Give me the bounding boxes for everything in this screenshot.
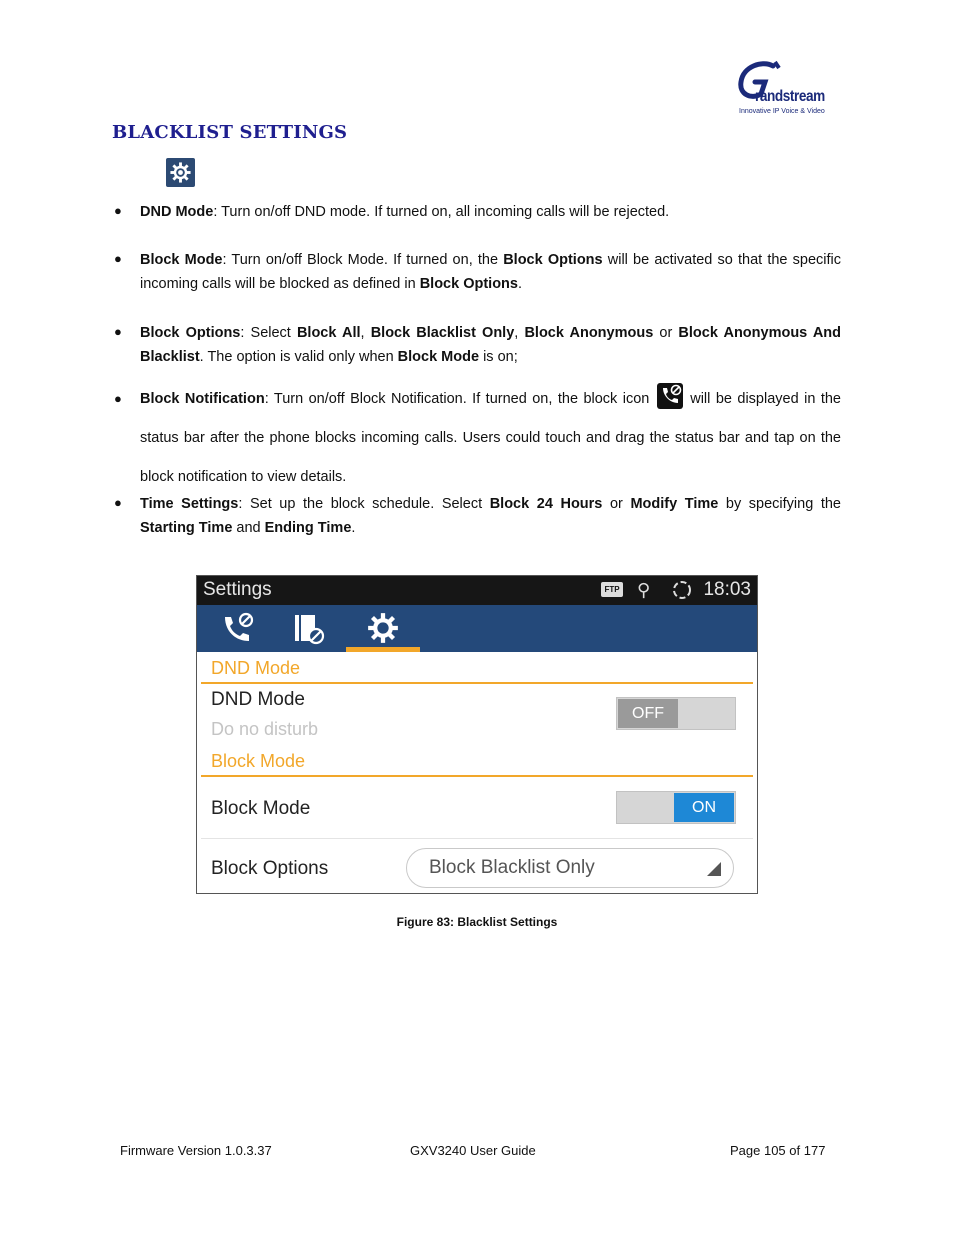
grandstream-logo [735, 60, 840, 120]
term-block-notification: Block Notification [140, 391, 265, 407]
footer-guide-title: GXV3240 User Guide [410, 1143, 536, 1158]
bold-text: Starting Time [140, 520, 233, 536]
bold-text: Ending Time [264, 520, 352, 536]
phone-block-icon [217, 609, 257, 649]
bullet-block-mode [140, 248, 841, 296]
text: and [232, 520, 265, 536]
block-toggle-on-label: ON [674, 793, 734, 822]
desc-dnd-mode: : Turn on/off DND mode. If turned on, all incoming calls will be rejected. [213, 204, 670, 220]
logo-brand: randstream [755, 88, 825, 105]
block-section-header: Block Mode [211, 751, 306, 771]
usb-icon: ⚲ [637, 580, 651, 600]
bold-text: Block All [296, 325, 361, 341]
section-divider [201, 775, 753, 777]
term-time-settings: Time Settings [140, 496, 239, 512]
text: . The option is valid only when [199, 349, 398, 365]
text: is on; [479, 349, 518, 365]
bold-text: Block Anonymous [524, 325, 654, 341]
logo-tagline: Innovative IP Voice & Video [739, 108, 825, 115]
text: , [514, 325, 525, 341]
bullet-marker: ● [114, 203, 122, 218]
footer-page-number: Page 105 of 177 [730, 1143, 826, 1158]
text: . [517, 276, 523, 292]
text: will be displayed in the status bar after the phone blocks incoming calls. Users could touch and drag the status bar and tap on the block notification to view details. [140, 391, 841, 485]
text: : Set up the block schedule. Select [238, 496, 490, 512]
bold-text: Block Mode [397, 349, 480, 365]
text: : Turn on/off Block Notification. If turned on, the block icon [264, 391, 655, 407]
block-mode-toggle[interactable] [616, 791, 736, 824]
bullet-block-notification [140, 380, 841, 485]
text: or [653, 325, 679, 341]
block-options-value: Block Blacklist Only [429, 857, 595, 878]
ftp-icon: FTP [601, 582, 623, 597]
status-bar [197, 576, 757, 605]
tab-blocked-contacts[interactable] [277, 605, 337, 652]
block-options-dropdown[interactable] [406, 848, 734, 888]
gear-icon [366, 611, 400, 645]
bullet-time-settings [140, 492, 841, 540]
term-block-mode: Block Mode [140, 252, 223, 268]
bullet-marker: ● [114, 251, 122, 266]
bold-text: Block Options [419, 276, 518, 292]
dnd-mode-title: DND Mode [211, 689, 305, 710]
term-block-options: Block Options [140, 325, 241, 341]
bullet-marker: ● [114, 495, 122, 510]
tab-settings[interactable] [346, 605, 420, 652]
bold-text: Block 24 Hours [489, 496, 603, 512]
tab-bar [197, 605, 757, 652]
bold-text: Block Anonymous And Blacklist [140, 325, 842, 365]
bullet-dnd-mode [140, 200, 841, 224]
active-tab-indicator [346, 647, 420, 652]
text: or [602, 496, 631, 512]
text: : Select [240, 325, 297, 341]
bullet-block-options [140, 321, 841, 369]
footer-firmware: Firmware Version 1.0.3.37 [120, 1143, 272, 1158]
bold-text: Modify Time [630, 496, 719, 512]
row-divider [201, 838, 753, 839]
block-options-title: Block Options [211, 858, 329, 879]
sync-icon [671, 579, 693, 601]
block-mode-title: Block Mode [211, 798, 311, 819]
text: : Turn on/off Block Mode. If turned on, the [222, 252, 504, 268]
text: by specifying the [718, 496, 841, 512]
blacklist-settings-screenshot [196, 575, 758, 894]
settings-gear-icon [166, 158, 195, 187]
section-title: BLACKLIST SETTINGS [112, 122, 348, 143]
bullet-marker: ● [114, 391, 122, 406]
dropdown-triangle-icon [707, 862, 721, 876]
figure-caption: Figure 83: Blacklist Settings [396, 915, 558, 929]
bold-text: Block Options [503, 252, 603, 268]
section-divider [201, 682, 753, 684]
text: will be activated so that the specific incoming calls will be blocked as defined in [140, 252, 841, 292]
block-call-icon [657, 383, 683, 409]
bullet-marker: ● [114, 324, 122, 339]
contacts-block-icon [289, 609, 329, 649]
term-dnd-mode: DND Mode [140, 204, 214, 220]
dnd-mode-toggle[interactable] [616, 697, 736, 730]
text: . [351, 520, 356, 536]
text: , [360, 325, 371, 341]
bold-text: Block Blacklist Only [370, 325, 515, 341]
status-bar-time: 18:03 [703, 579, 751, 600]
tab-call-block[interactable] [207, 605, 267, 652]
dnd-mode-subtitle: Do no disturb [211, 719, 319, 739]
dnd-section-header: DND Mode [211, 658, 301, 678]
status-bar-title: Settings [203, 579, 272, 600]
dnd-toggle-off-label: OFF [618, 699, 678, 728]
